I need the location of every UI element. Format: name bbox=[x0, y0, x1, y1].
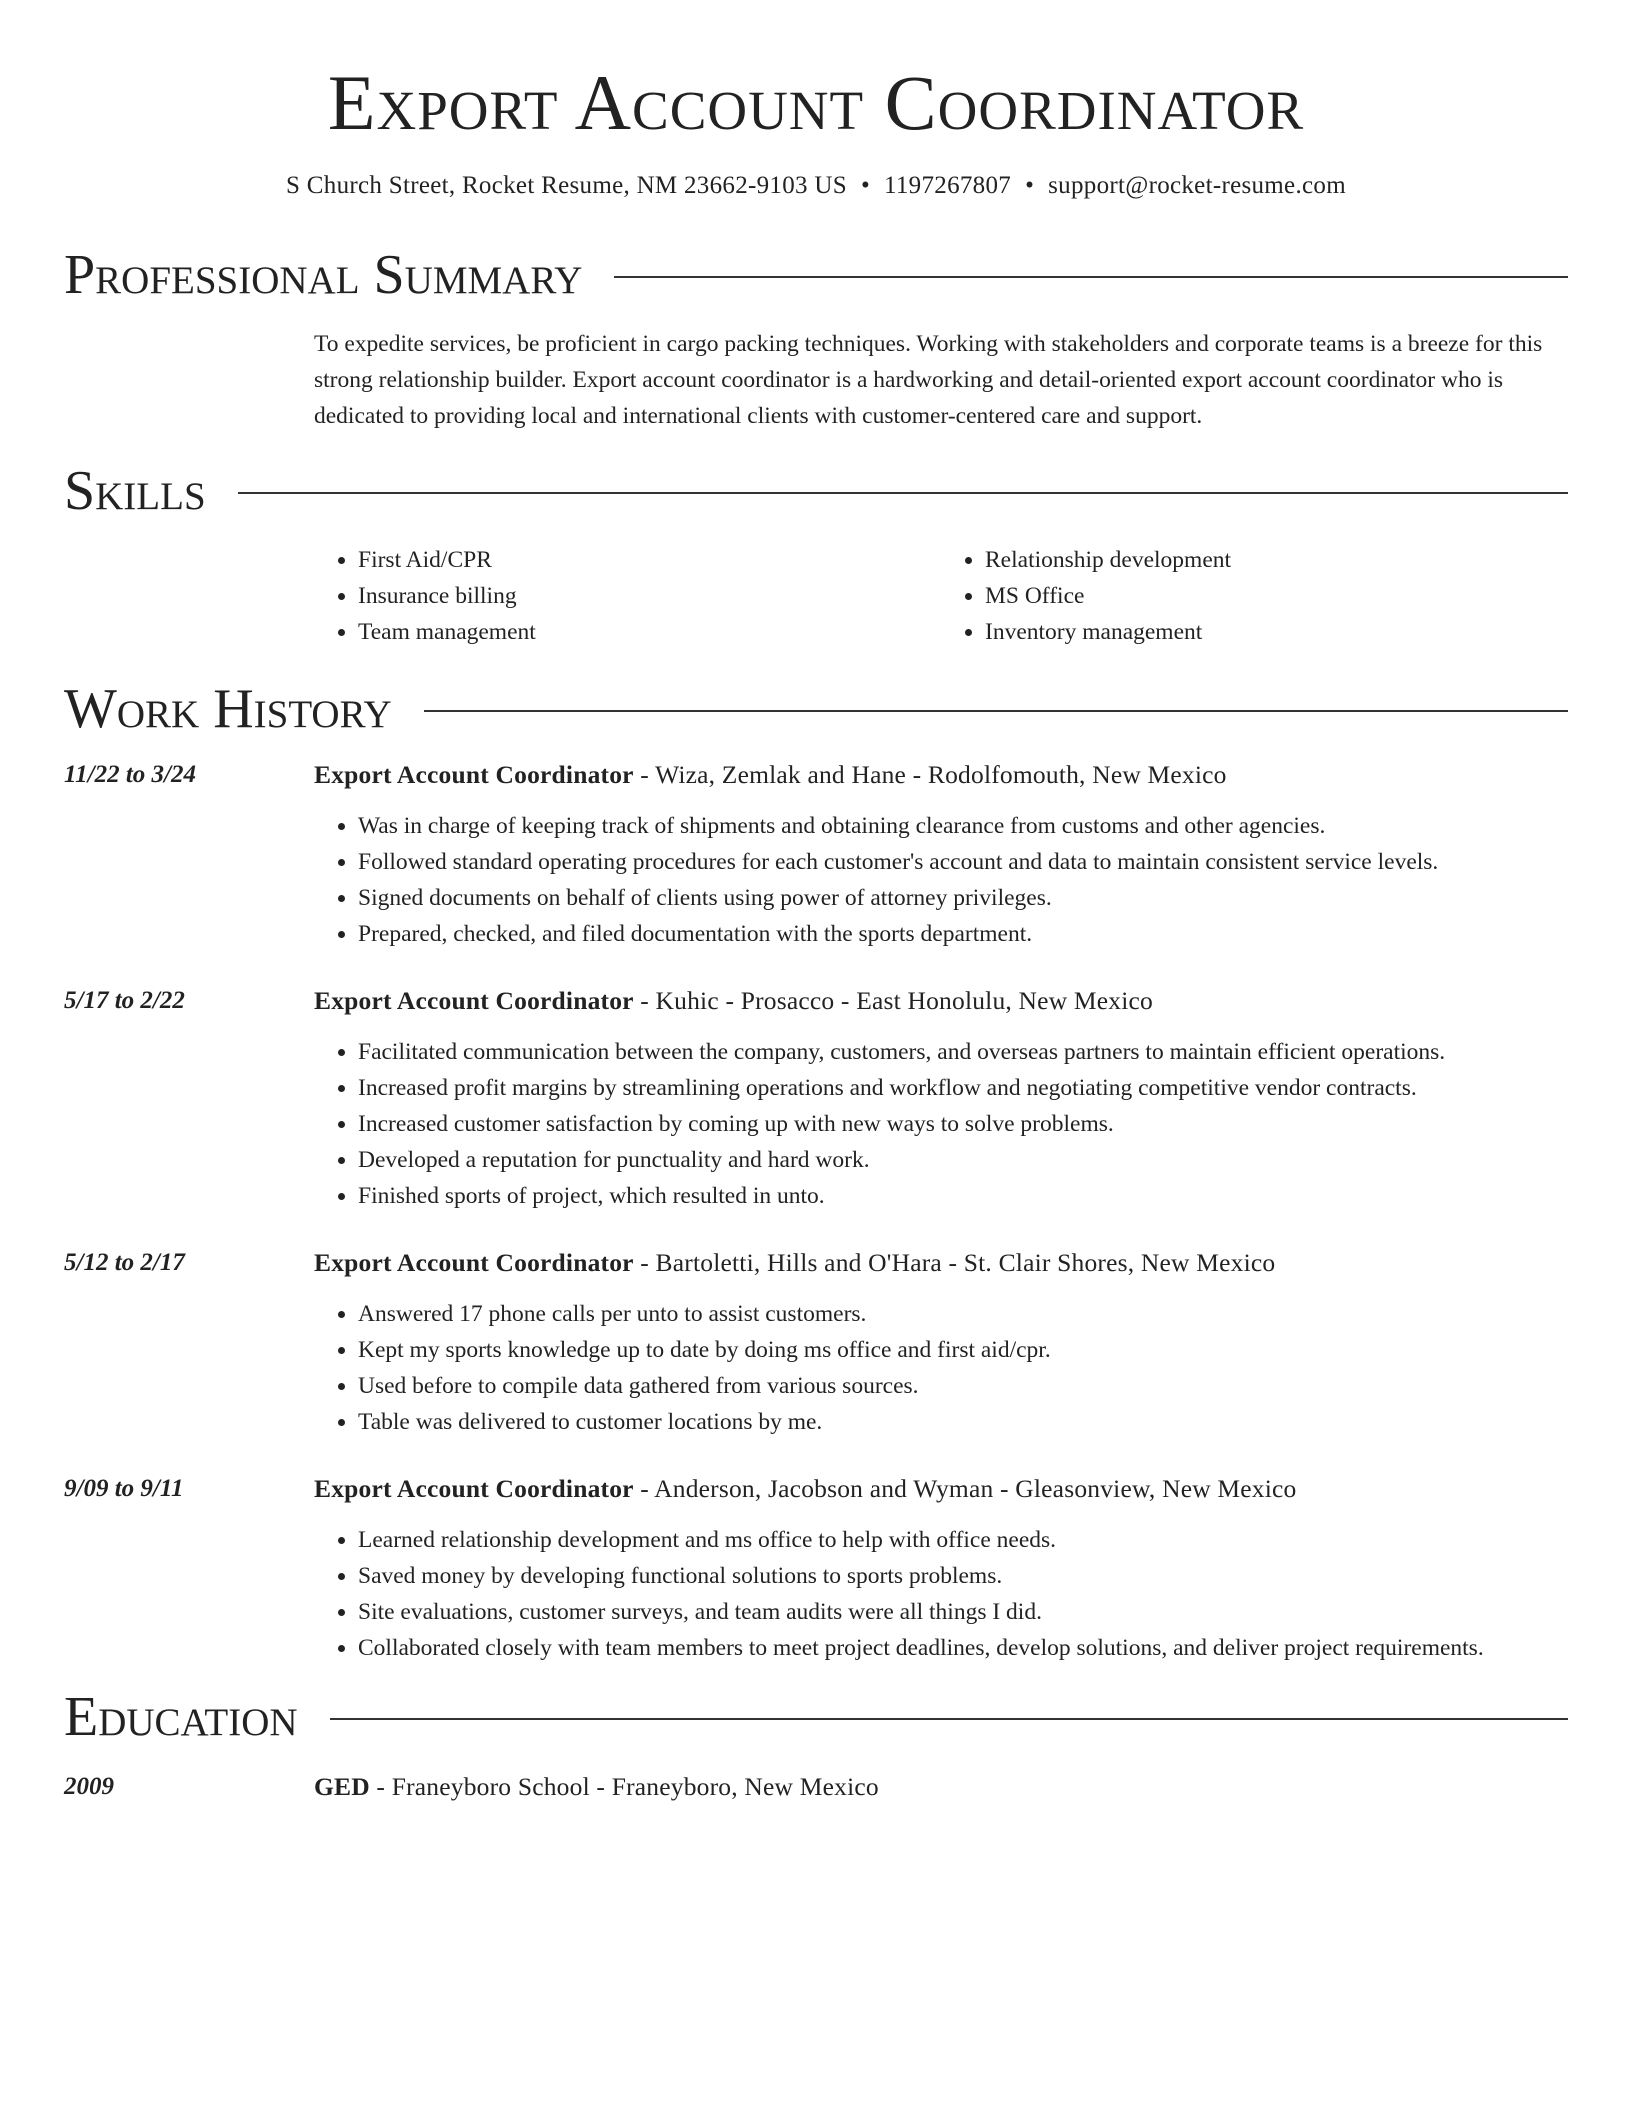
skills-section bbox=[64, 460, 1568, 650]
job-bullet: • Developed a reputation for punctuality and hard work. bbox=[358, 1142, 1568, 1178]
job-bullet: • Prepared, checked, and filed documentation with the sports department. bbox=[358, 916, 1568, 952]
job-bullet: • Saved money by developing functional solutions to sports problems. bbox=[358, 1558, 1568, 1594]
summary-header bbox=[64, 244, 1568, 306]
education-degree: GED bbox=[314, 1772, 370, 1801]
job-bullet: • Followed standard operating procedures for each customer's account and data to maintain consistent service levels. bbox=[358, 844, 1568, 880]
skill-item: • Team management bbox=[358, 614, 941, 650]
section-title-education: Education bbox=[64, 1686, 298, 1748]
job-title: Export Account Coordinator bbox=[314, 760, 634, 789]
job-body bbox=[314, 758, 1568, 952]
candidate-name: Export Account Coordinator bbox=[327, 59, 1305, 146]
job-bullet: • Collaborated closely with team members to meet project deadlines, develop solutions, and deliver project requirements. bbox=[358, 1630, 1568, 1666]
job-heading bbox=[314, 1246, 1568, 1280]
job-bullet: • Site evaluations, customer surveys, and team audits were all things I did. bbox=[358, 1594, 1568, 1630]
email: support@rocket-resume.com bbox=[1048, 172, 1346, 199]
skill-item: • MS Office bbox=[985, 578, 1568, 614]
job-bullet: • Used before to compile data gathered from various sources. bbox=[358, 1368, 1568, 1404]
education-section bbox=[64, 1686, 1568, 1804]
work-history-header bbox=[64, 678, 1568, 740]
job-bullets bbox=[314, 1296, 1568, 1440]
contact-separator: • bbox=[1025, 172, 1035, 199]
section-divider bbox=[238, 492, 1568, 494]
skills-list-right bbox=[941, 542, 1568, 650]
job-employer-location: - Wiza, Zemlak and Hane - Rodolfomouth, New Mexico bbox=[633, 760, 1227, 789]
job-dates: 5/17 to 2/22 bbox=[64, 987, 185, 1014]
job-dates: 9/09 to 9/11 bbox=[64, 1475, 184, 1502]
job-body bbox=[314, 1246, 1568, 1440]
job-entry bbox=[64, 1472, 1568, 1666]
job-bullet: • Facilitated communication between the company, customers, and overseas partners to maintain efficient operations. bbox=[358, 1034, 1568, 1070]
job-entry bbox=[64, 1246, 1568, 1440]
address: S Church Street, Rocket Resume, NM 23662-9103 US bbox=[286, 172, 847, 199]
skill-item: • First Aid/CPR bbox=[358, 542, 941, 578]
education-year: 2009 bbox=[64, 1773, 114, 1800]
job-bullets bbox=[314, 1034, 1568, 1214]
education-header bbox=[64, 1686, 1568, 1748]
job-bullet: • Increased profit margins by streamlining operations and workflow and negotiating competitive vendor contracts. bbox=[358, 1070, 1568, 1106]
job-bullet: • Learned relationship development and ms office to help with office needs. bbox=[358, 1522, 1568, 1558]
job-bullet: • Signed documents on behalf of clients using power of attorney privileges. bbox=[358, 880, 1568, 916]
job-title: Export Account Coordinator bbox=[314, 986, 634, 1015]
education-entry bbox=[64, 1770, 1568, 1804]
skill-item: • Relationship development bbox=[985, 542, 1568, 578]
job-dates: 5/12 to 2/17 bbox=[64, 1249, 185, 1276]
job-title: Export Account Coordinator bbox=[314, 1474, 634, 1503]
job-bullet: • Answered 17 phone calls per unto to assist customers. bbox=[358, 1296, 1568, 1332]
education-school-location: - Franeyboro School - Franeyboro, New Mexico bbox=[369, 1772, 879, 1801]
section-divider bbox=[614, 276, 1568, 278]
job-employer-location: - Bartoletti, Hills and O'Hara - St. Clair Shores, New Mexico bbox=[633, 1248, 1276, 1277]
section-title-skills: Skills bbox=[64, 460, 206, 522]
job-heading bbox=[314, 1472, 1568, 1506]
summary-text: To expedite services, be proficient in cargo packing techniques. Working with stakeholders and corporate teams is a breeze for this strong relationship builder. Export account coordinator is a hardworking and detail-oriented export account coordinator who is dedicated to providing local and international clients with customer-centered care and support. bbox=[314, 331, 1543, 429]
job-heading bbox=[314, 758, 1568, 792]
education-heading bbox=[314, 1770, 879, 1804]
job-bullets bbox=[314, 1522, 1568, 1666]
work-history-section bbox=[64, 678, 1568, 1666]
section-title-summary: Professional Summary bbox=[64, 244, 583, 306]
job-body bbox=[314, 1472, 1568, 1666]
jobs-list bbox=[64, 758, 1568, 1666]
job-heading bbox=[314, 984, 1568, 1018]
job-title: Export Account Coordinator bbox=[314, 1248, 634, 1277]
job-employer-location: - Kuhic - Prosacco - East Honolulu, New Mexico bbox=[633, 986, 1153, 1015]
section-title-work-history: Work History bbox=[64, 678, 392, 740]
section-divider bbox=[424, 710, 1568, 712]
job-employer-location: - Anderson, Jacobson and Wyman - Gleasonview, New Mexico bbox=[633, 1474, 1297, 1503]
phone: 1197267807 bbox=[884, 172, 1012, 199]
job-bullet: • Kept my sports knowledge up to date by doing ms office and first aid/cpr. bbox=[358, 1332, 1568, 1368]
job-body bbox=[314, 984, 1568, 1214]
job-entry bbox=[64, 758, 1568, 952]
section-divider bbox=[330, 1718, 1568, 1720]
job-bullet: • Finished sports of project, which resulted in unto. bbox=[358, 1178, 1568, 1214]
job-entry bbox=[64, 984, 1568, 1214]
job-bullet: • Was in charge of keeping track of shipments and obtaining clearance from customs and other agencies. bbox=[358, 808, 1568, 844]
job-dates: 11/22 to 3/24 bbox=[64, 761, 196, 788]
job-bullets bbox=[314, 808, 1568, 952]
job-bullet: • Increased customer satisfaction by coming up with new ways to solve problems. bbox=[358, 1106, 1568, 1142]
skills-header bbox=[64, 460, 1568, 522]
contact-line bbox=[64, 170, 1568, 202]
contact-separator: • bbox=[860, 172, 870, 199]
skills-list-left bbox=[314, 542, 941, 650]
skill-item: • Insurance billing bbox=[358, 578, 941, 614]
skill-item: • Inventory management bbox=[985, 614, 1568, 650]
summary-section bbox=[64, 244, 1568, 434]
skills-grid bbox=[314, 542, 1568, 650]
job-bullet: • Table was delivered to customer locations by me. bbox=[358, 1404, 1568, 1440]
